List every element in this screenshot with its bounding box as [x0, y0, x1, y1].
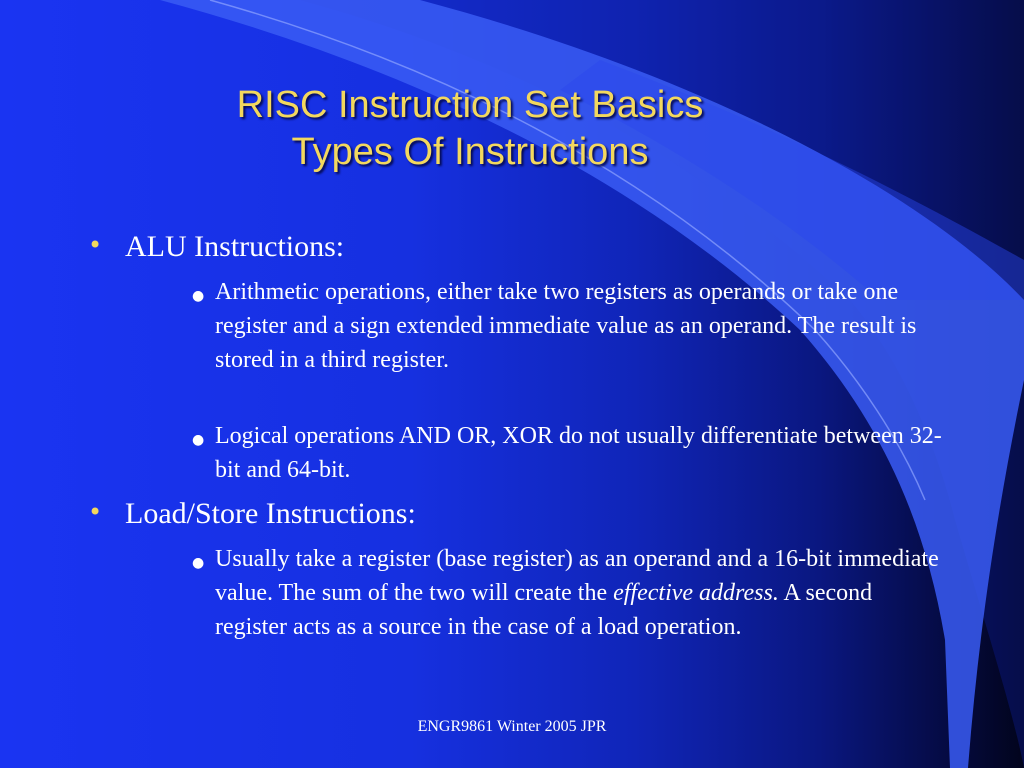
bullet-load-store-instructions: Load/Store Instructions:	[125, 497, 416, 530]
title-line-2: Types Of Instructions	[291, 131, 649, 173]
sub-bullet-text-part1: Usually take a register (base register) as an operand and a 16-bit immediate value. The sum of the two will create the	[215, 546, 939, 606]
small-bullet-dot-icon: ●	[192, 555, 205, 571]
sub-bullet-logical: Logical operations AND OR, XOR do not usually differentiate between 32-bit and 64-bit.	[215, 423, 942, 483]
slide-title	[120, 82, 820, 176]
sub-bullet-text-part2: A second register acts as a source in the case of a load operation.	[215, 580, 873, 640]
small-bullet-dot-icon: ●	[192, 288, 205, 304]
bullet-alu-instructions: ALU Instructions:	[125, 230, 345, 263]
title-line-1: RISC Instruction Set Basics	[236, 84, 704, 126]
small-bullet-dot-icon: ●	[192, 432, 205, 448]
sub-bullet-load-store	[215, 542, 945, 644]
effective-address-term: effective address.	[613, 580, 779, 606]
bullet-dot-icon: •	[88, 498, 103, 526]
bullet-dot-icon: •	[88, 231, 103, 259]
slide-footer: ENGR9861 Winter 2005 JPR	[417, 718, 607, 735]
sub-bullet-arithmetic: Arithmetic operations, either take two registers as operands or take one register and a sign extended immediate value as an operand. The result is stored in a third register.	[215, 279, 917, 373]
